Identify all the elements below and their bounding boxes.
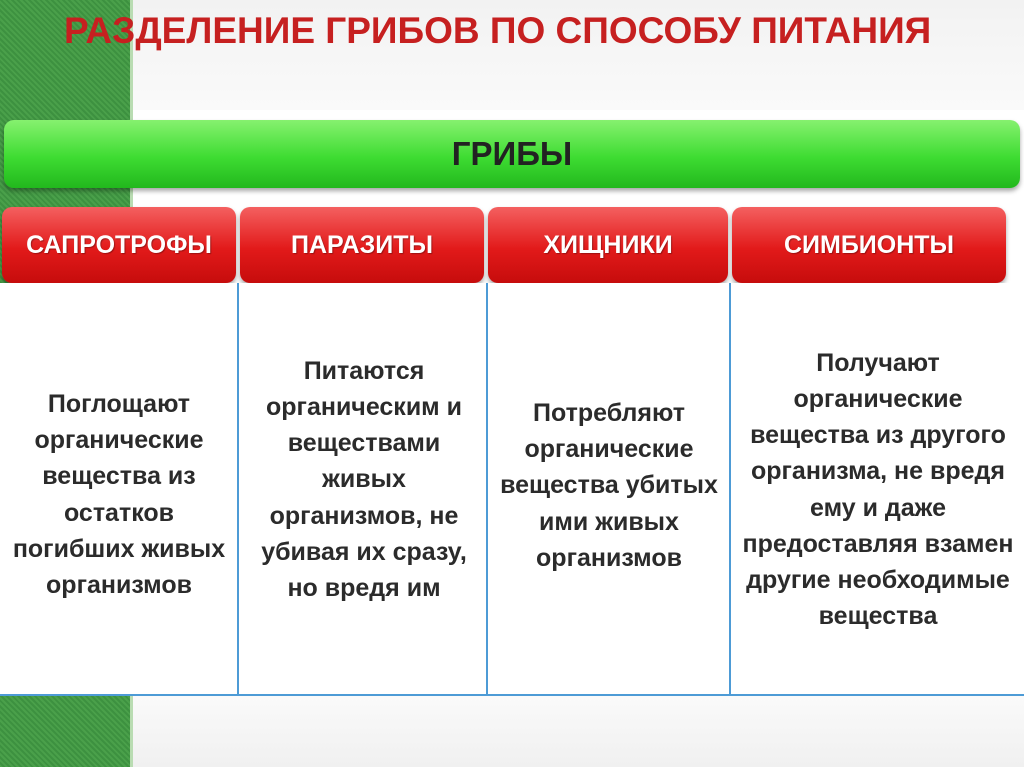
main-category-label: ГРИБЫ: [451, 135, 573, 172]
description-saprotrophs: [8, 283, 230, 696]
description-text: Питаются органическим и веществами живых организмов, не убивая их сразу, но вредя им: [261, 356, 467, 603]
main-category-bar: [4, 120, 1020, 188]
column-divider: [237, 283, 239, 696]
category-label: ПАРАЗИТЫ: [291, 230, 433, 259]
description-text: Потребляют органические вещества убитых ими живых организмов: [500, 398, 718, 572]
category-header-parasites: [240, 207, 484, 283]
description-predators: [496, 283, 722, 696]
footer-background: [133, 696, 1024, 767]
category-label: СИМБИОНТЫ: [783, 230, 955, 259]
slide-title: РАЗДЕЛЕНИЕ ГРИБОВ ПО СПОСОБУ ПИТАНИЯ: [64, 10, 932, 51]
category-header-saprotrophs: [2, 207, 236, 283]
description-symbionts: [738, 283, 1018, 696]
description-parasites: [250, 283, 478, 696]
category-header-symbionts: [732, 207, 1006, 283]
description-text: Поглощают органические вещества из остатков погибших живых организмов: [12, 389, 226, 599]
description-text: Получают органические вещества из другого организма, не вредя ему и даже предоставляя взамен другие необходимые вещества: [742, 348, 1014, 631]
column-divider: [729, 283, 731, 696]
category-label: ХИЩНИКИ: [543, 230, 673, 259]
category-header-predators: [488, 207, 728, 283]
category-label: САПРОТРОФЫ: [26, 230, 212, 259]
column-divider: [486, 283, 488, 696]
